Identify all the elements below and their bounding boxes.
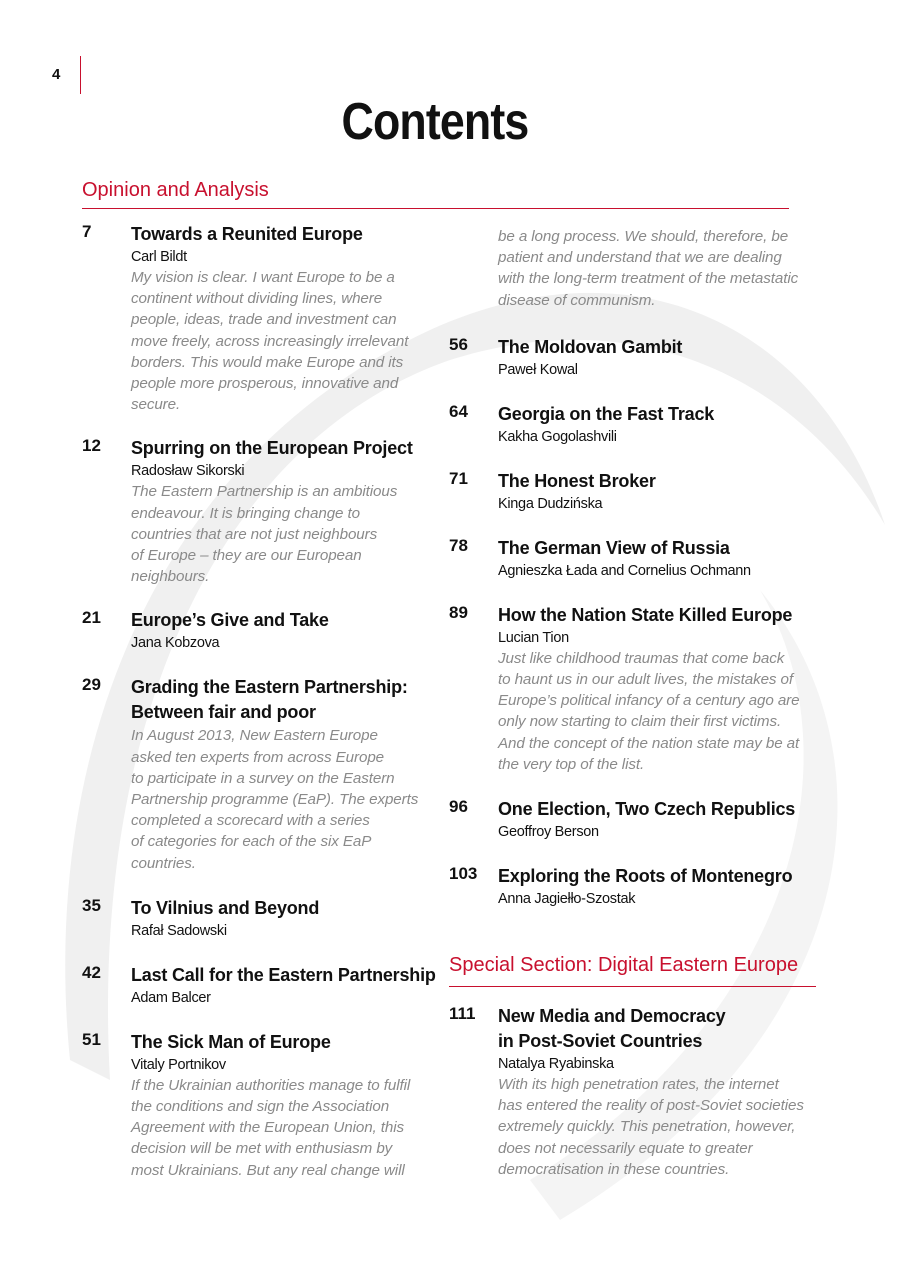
entry-page-number: 78 — [449, 535, 468, 555]
page-number-rule — [80, 56, 81, 94]
entry-page-number: 96 — [449, 797, 468, 817]
entry-title: Grading the Eastern Partnership: — [131, 677, 408, 698]
entry-page-number: 89 — [449, 602, 468, 622]
toc-entry[interactable] — [82, 608, 442, 653]
entry-title: Last Call for the Eastern Partnership — [131, 964, 436, 985]
entry-author: Vitaly Portnikov — [131, 1056, 226, 1073]
toc-entry[interactable] — [449, 1004, 829, 1180]
entry-page-number: 56 — [449, 334, 468, 354]
special-section-column — [449, 1004, 829, 1180]
entry-page-number: 35 — [82, 895, 101, 915]
entry-author: Natalya Ryabinska — [498, 1056, 614, 1072]
entry-title: One Election, Two Czech Republics — [498, 799, 796, 820]
entry-page-number: 64 — [449, 401, 468, 421]
toc-entry[interactable] — [82, 675, 442, 873]
entry-title-line-2: Between fair and poor — [131, 702, 316, 723]
right-column — [449, 226, 829, 909]
toc-entry[interactable] — [449, 797, 829, 842]
toc-entry[interactable] — [82, 436, 442, 587]
toc-entry[interactable] — [82, 222, 442, 415]
entry-author: Carl Bildt — [131, 249, 187, 265]
section-heading-special: Special Section: Digital Eastern Europe — [449, 954, 799, 976]
entry-title: Spurring on the European Project — [131, 438, 413, 459]
entry-title: Towards a Reunited Europe — [131, 224, 363, 244]
entry-author: Radosław Sikorski — [131, 463, 245, 480]
entry-author: Geoffroy Berson — [498, 824, 599, 841]
toc-entry-continuation — [449, 226, 829, 311]
entry-page-number: 71 — [449, 468, 468, 488]
entry-author: Agnieszka Łada and Cornelius Ochmann — [498, 562, 751, 579]
entry-author: Kinga Dudzińska — [498, 495, 603, 512]
toc-entry[interactable] — [449, 603, 829, 775]
entry-author: Jana Kobzova — [131, 635, 220, 652]
entry-page-number: 51 — [82, 1029, 101, 1049]
entry-title: The Honest Broker — [498, 470, 656, 491]
entry-title-line-2: in Post-Soviet Countries — [498, 1031, 703, 1051]
entry-description: The Eastern Partnership is an ambitious endeavour. It is bringing change to countries that are not just neighbours of Europe – they are our European neighbours. — [131, 483, 398, 586]
entry-description: With its high penetration rates, the internet has entered the reality of post-Soviet societies extremely quickly. This penetration, however, does not necessarily equate to greater democratisation in these countries. — [498, 1076, 804, 1178]
toc-entry[interactable] — [82, 963, 442, 1008]
entry-description: In August 2013, New Eastern Europe asked ten experts from across Europe to participate in a survey on the Eastern Partnership programme (EaP). The experts completed a scorecard with a series of categories for each of the six EaP countries. — [131, 727, 419, 872]
entry-title: Europe’s Give and Take — [131, 610, 329, 631]
entry-author: Rafał Sadowski — [131, 922, 227, 939]
entry-title: Georgia on the Fast Track — [498, 403, 715, 424]
entry-description-continued: be a long process. We should, therefore, be patient and understand that we are dealing with the long-term treatment of the metastatic disease of communism. — [498, 228, 799, 309]
page-title: Contents — [341, 93, 529, 151]
section-rule-special — [449, 986, 816, 987]
toc-entry[interactable] — [449, 536, 829, 581]
entry-author: Paweł Kowal — [498, 361, 578, 378]
entry-title: Exploring the Roots of Montenegro — [498, 866, 793, 887]
entry-title: The German View of Russia — [498, 537, 730, 558]
toc-entry[interactable] — [449, 469, 829, 514]
entry-author: Kakha Gogolashvili — [498, 428, 617, 445]
toc-entry[interactable] — [449, 335, 829, 380]
entry-author: Adam Balcer — [131, 989, 211, 1006]
toc-entry[interactable] — [82, 896, 442, 941]
toc-entry[interactable] — [449, 402, 829, 447]
entry-description: My vision is clear. I want Europe to be a continent without dividing lines, where people, ideas, trade and investment can move freely, across increasingly irrelevant borders. This would make Europe and its people more prosperous, innovative and secure. — [131, 269, 409, 414]
entry-title: The Sick Man of Europe — [131, 1031, 331, 1052]
entry-description: If the Ukrainian authorities manage to fulfil the conditions and sign the Association Agreement with the European Union, this decision will be met with enthusiasm by most Ukrainians. But any real change will — [131, 1076, 411, 1179]
entry-page-number: 21 — [82, 608, 101, 628]
page-number: 4 — [52, 66, 61, 83]
toc-entry[interactable] — [82, 1030, 442, 1181]
entry-page-number: 42 — [82, 962, 101, 982]
entry-page-number: 29 — [82, 675, 101, 695]
section-heading-opinion: Opinion and Analysis — [82, 179, 269, 201]
entry-title: To Vilnius and Beyond — [131, 897, 320, 918]
section-rule-opinion — [82, 208, 789, 209]
entry-page-number: 12 — [82, 436, 101, 456]
entry-description: Just like childhood traumas that come back to haunt us in our adult lives, the mistakes of Europe’s political infancy of a century ago are only now starting to claim their first victims. And the concept of the nation state may be at the very top of the list. — [498, 649, 800, 773]
entry-page-number: 7 — [82, 222, 92, 241]
entry-title: How the Nation State Killed Europe — [498, 604, 793, 625]
left-column — [82, 222, 442, 1181]
entry-author: Lucian Tion — [498, 629, 569, 646]
entry-author: Anna Jagiełło-Szostak — [498, 891, 636, 908]
entry-title: The Moldovan Gambit — [498, 336, 683, 357]
entry-page-number: 103 — [449, 864, 478, 884]
toc-entry[interactable] — [449, 864, 829, 909]
entry-title: New Media and Democracy — [498, 1006, 726, 1026]
entry-page-number: 111 — [449, 1004, 476, 1023]
